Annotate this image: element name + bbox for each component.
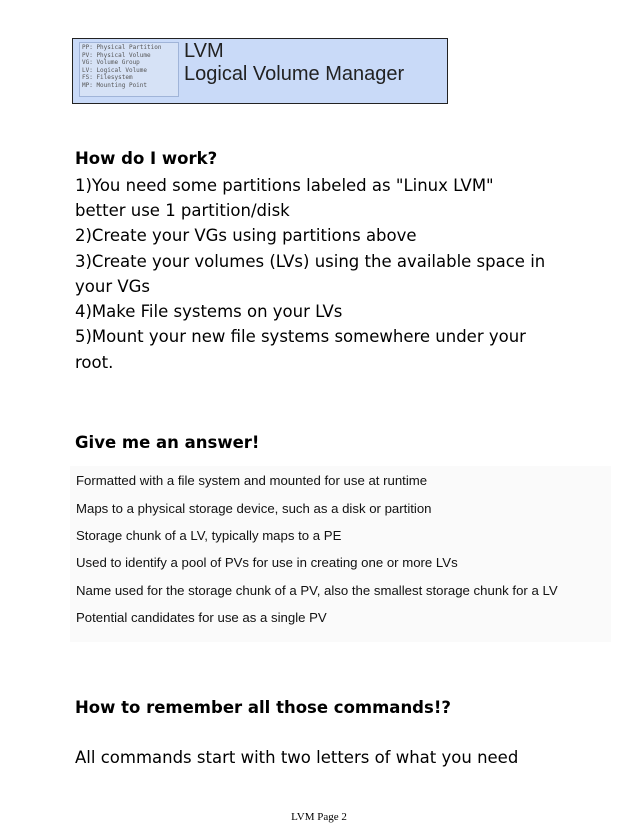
how-line: root. [75, 353, 114, 372]
banner-subtitle: Logical Volume Manager [184, 63, 405, 85]
how-line: 1)You need some partitions labeled as "Linux LVM" [75, 176, 494, 195]
commands-text: All commands start with two letters of what you need [75, 748, 519, 767]
how-heading: How do I work? [75, 149, 218, 168]
banner-title: LVM [184, 40, 224, 62]
how-line: your VGs [75, 277, 151, 296]
abbreviation-item: MP: Mounting Point [82, 81, 148, 89]
page-footer: LVM Page 2 [291, 811, 347, 823]
answer-heading: Give me an answer! [75, 433, 260, 452]
how-line: 5)Mount your new file systems somewhere under your [75, 327, 526, 346]
lvm-banner [72, 38, 448, 104]
abbreviation-legend [79, 42, 179, 97]
answer-item: Used to identify a pool of PVs for use in creating one or more LVs [76, 555, 458, 570]
abbreviation-item: FS: Filesystem [82, 74, 133, 82]
abbreviation-item: VG: Volume Group [82, 59, 140, 67]
how-line: 4)Make File systems on your LVs [75, 302, 343, 321]
answer-item: Formatted with a file system and mounted for use at runtime [76, 473, 428, 488]
abbreviation-item: LV: Logical Volume [82, 66, 148, 74]
how-line: 2)Create your VGs using partitions above [75, 226, 417, 245]
how-line: 3)Create your volumes (LVs) using the available space in [75, 252, 546, 271]
answer-item: Name used for the storage chunk of a PV, also the smallest storage chunk for a LV [76, 583, 558, 598]
answer-item: Maps to a physical storage device, such as a disk or partition [76, 501, 432, 516]
commands-heading: How to remember all those commands!? [75, 698, 451, 717]
how-line: better use 1 partition/disk [75, 201, 290, 220]
abbreviation-item: PP: Physical Partition [82, 44, 162, 51]
answer-item: Potential candidates for use as a single PV [76, 610, 327, 625]
answer-list [70, 466, 611, 642]
answer-item: Storage chunk of a LV, typically maps to a PE [76, 528, 342, 543]
abbreviation-item: PV: Physical Volume [82, 51, 151, 59]
